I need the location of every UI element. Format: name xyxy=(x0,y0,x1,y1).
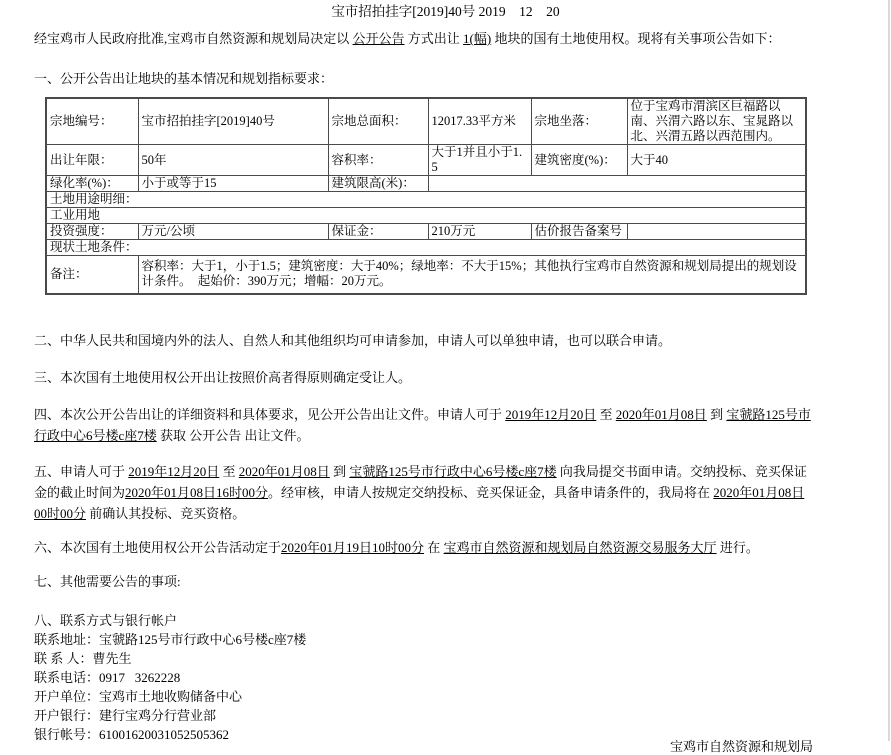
issuing-authority-signature: 宝鸡市自然资源和规划局 xyxy=(669,738,813,754)
far-label-cell: 容积率： xyxy=(328,145,428,176)
appraisal-value-cell xyxy=(627,224,806,240)
start-date-underlined: 2019年12月20日 xyxy=(505,406,597,422)
bank-name-line: 开户银行：建行宝鸡分行营业部 xyxy=(34,707,217,723)
table-row xyxy=(46,176,806,192)
appraisal-label-cell: 估价报告备案号 xyxy=(531,224,627,240)
section-5-text: 至 xyxy=(219,463,239,479)
remark-label-cell: 备注： xyxy=(46,256,138,294)
table-row xyxy=(46,240,806,256)
section-5-text: 前确认其投标、竞买资格。 xyxy=(86,505,246,521)
table-row xyxy=(46,224,806,240)
term-value-cell: 50年 xyxy=(138,145,328,176)
window-right-edge xyxy=(888,0,890,741)
qualification-confirm-time-underlined: 2020年01月08日00时00分 xyxy=(34,484,805,521)
contact-phone-line: 联系电话：0917 3262228 xyxy=(34,669,181,685)
investment-label-cell: 投资强度： xyxy=(46,224,138,240)
remark-value-cell: 容积率：大于1，小于1.5；建筑密度：大于40%；绿地率：不大于15%；其他执行宝鸡市自然资源和规划局提出的规划设计条件。 起始价：390万元；增幅：20万元。 xyxy=(138,256,806,294)
apply-end-date-underlined: 2020年01月08日 xyxy=(238,463,330,479)
auction-time-underlined: 2020年01月19日10时00分 xyxy=(281,539,425,555)
term-label-cell: 出让年限： xyxy=(46,145,138,176)
table-row xyxy=(46,208,806,224)
height-limit-label-cell: 建筑限高(米)： xyxy=(328,176,428,192)
account-holder-line: 开户单位：宝鸡市土地收购储备中心 xyxy=(34,688,243,704)
end-date-underlined: 2020年01月08日 xyxy=(615,406,707,422)
section-6-text: 六、本次国有土地使用权公开公告活动定于 xyxy=(34,539,282,555)
section-8-heading: 八、联系方式与银行帐户 xyxy=(34,612,178,628)
section-1-heading: 一、公开公告出让地块的基本情况和规划指标要求： xyxy=(34,71,334,86)
table-row xyxy=(46,145,806,176)
section-5-text: 五、申请人可于 xyxy=(34,463,129,479)
parcel-no-value-cell: 宝市招拍挂字[2019]40号 xyxy=(138,98,328,145)
section-4-text: 四、本次公开公告出让的详细资料和具体要求，见公开公告出让文件。申请人可于 xyxy=(34,406,506,422)
section-5-paragraph xyxy=(34,461,813,524)
usage-detail-label-cell: 土地用途明细： xyxy=(46,192,806,208)
section-6-text: 进行。 xyxy=(716,539,759,555)
section-5-text: 向我局提交书面申请。交纳投标、竞买保证金的截止时间为 xyxy=(34,463,807,500)
document-title: 宝市招拍挂字[2019]40号 2019 12 20 xyxy=(331,4,560,19)
document-pickup-address-underlined: 宝虢路125号市行政中心6号楼c座7楼 xyxy=(34,406,811,443)
deposit-deadline-underlined: 2020年01月08日16时00分 xyxy=(125,484,269,500)
green-rate-value-cell: 小于或等于15 xyxy=(138,176,328,192)
section-5-text: 。经审核，申请人按规定交纳投标、竞买保证金，具备申请条件的，我局将在 xyxy=(268,484,714,500)
intro-paragraph xyxy=(34,29,813,49)
transfer-method-underlined: 公开公告 xyxy=(352,31,405,46)
location-label-cell: 宗地坐落： xyxy=(531,98,627,145)
parcel-info-table xyxy=(45,97,807,295)
contact-person-line: 联 系 人：曹先生 xyxy=(34,650,132,666)
section-7-paragraph: 七、其他需要公告的事项: xyxy=(34,573,181,589)
current-condition-label-cell: 现状土地条件： xyxy=(46,240,806,256)
area-value-cell: 12017.33平方米 xyxy=(428,98,531,145)
investment-value-cell: 万元/公顷 xyxy=(138,224,328,240)
section-4-text: 获取 公开公告 出让文件。 xyxy=(156,427,310,443)
intro-text: 方式出让 xyxy=(404,31,464,46)
section-4-paragraph xyxy=(34,404,813,446)
section-2-paragraph: 二、中华人民共和国境内外的法人、自然人和其他组织均可申请参加，申请人可以单独申请，也可以联合申请。 xyxy=(34,332,672,348)
auction-venue-underlined: 宝鸡市自然资源和规划局自然资源交易服务大厅 xyxy=(443,539,717,555)
location-value-cell: 位于宝鸡市渭滨区巨福路以南、兴渭六路以东、宝晁路以北、兴渭五路以西范围内。 xyxy=(627,98,806,145)
section-6-paragraph xyxy=(34,538,813,558)
contact-address-line: 联系地址：宝虢路125号市行政中心6号楼c座7楼 xyxy=(34,631,307,647)
parcel-no-label-cell: 宗地编号： xyxy=(46,98,138,145)
area-label-cell: 宗地总面积： xyxy=(328,98,428,145)
parcel-count-underlined: 1(幅) xyxy=(463,31,492,46)
section-4-text: 至 xyxy=(596,406,616,422)
usage-value-cell: 工业用地 xyxy=(46,208,806,224)
deposit-value-cell: 210万元 xyxy=(428,224,531,240)
section-6-text: 在 xyxy=(424,539,444,555)
far-value-cell: 大于1并且小于1.5 xyxy=(428,145,531,176)
density-label-cell: 建筑密度(%)： xyxy=(531,145,627,176)
apply-start-date-underlined: 2019年12月20日 xyxy=(128,463,220,479)
intro-text: 地块的国有土地使用权。现将有关事项公告如下： xyxy=(491,31,781,46)
intro-text: 经宝鸡市人民政府批准,宝鸡市自然资源和规划局决定以 xyxy=(34,31,353,46)
table-row xyxy=(46,192,806,208)
green-rate-label-cell: 绿化率(%)： xyxy=(46,176,138,192)
table-row xyxy=(46,98,806,145)
height-limit-value-cell xyxy=(428,176,806,192)
section-4-text: 到 xyxy=(706,406,727,422)
parcel-table-wrap xyxy=(45,97,813,295)
table-row xyxy=(46,256,806,294)
deposit-label-cell: 保证金： xyxy=(328,224,428,240)
apply-address-underlined: 宝虢路125号市行政中心6号楼c座7楼 xyxy=(349,463,557,479)
section-5-text: 到 xyxy=(329,463,350,479)
bank-account-line: 银行帐号：61001620031052505362 xyxy=(34,726,230,742)
density-value-cell: 大于40 xyxy=(627,145,806,176)
section-3-paragraph: 三、本次国有土地使用权公开出让按照价高者得原则确定受让人。 xyxy=(34,369,412,385)
